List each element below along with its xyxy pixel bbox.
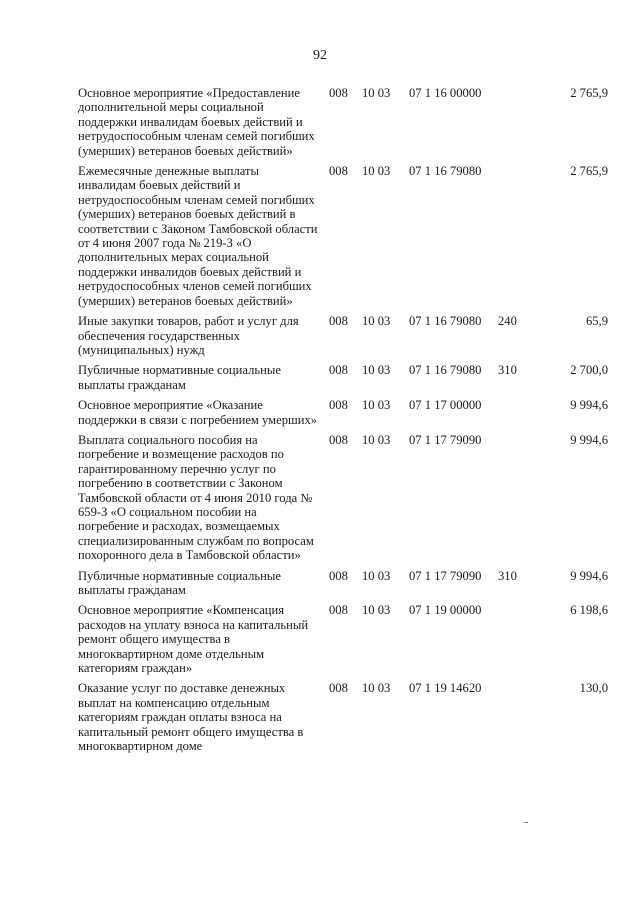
budget-table xyxy=(78,86,608,759)
row-amount: 65,9 xyxy=(585,314,608,329)
table-row xyxy=(78,363,608,392)
row-ministry-code: 008 xyxy=(329,568,348,583)
table-row xyxy=(78,603,608,675)
row-amount: 2 765,9 xyxy=(570,86,608,100)
table-row xyxy=(78,164,608,308)
row-ministry-code: 008 xyxy=(329,603,348,618)
row-ministry-code: 008 xyxy=(329,86,348,100)
table-row xyxy=(78,314,608,357)
table-row xyxy=(78,681,608,753)
row-amount: 2 765,9 xyxy=(570,164,608,179)
row-amount: 2 700,0 xyxy=(570,363,608,378)
row-amount: 6 198,6 xyxy=(570,603,608,618)
row-section-code: 10 03 xyxy=(362,398,391,413)
row-ministry-code: 008 xyxy=(329,314,348,329)
row-name: Выплата социального пособия на погребение и возмещение расходов по гарантированному перечню услуг по погребению в соответствии с Законом Тамбовской области от 4 июня 2010 года № 659-З «О социальном пособии на погребение и расходах, возмещаемых специализированным службам по вопросам похоронного дела в Тамбовской области» xyxy=(78,432,314,563)
row-section-code: 10 03 xyxy=(362,681,391,696)
row-name: Основное мероприятие «Компенсация расходов на уплату взноса на капитальный ремонт общего имущества в многоквартирном доме отдельным категориям граждан» xyxy=(78,603,309,676)
row-section-code: 10 03 xyxy=(362,432,391,447)
row-ministry-code: 008 xyxy=(329,681,348,696)
table-row xyxy=(78,398,608,427)
row-ministry-code: 008 xyxy=(329,363,348,378)
page-number: 92 xyxy=(313,48,327,63)
row-name: Основное мероприятие «Предоставление дополнительной меры социальной поддержки инвалидам боевых действий и нетрудоспособным членам семей погибших (умерших) ветеранов боевых действий» xyxy=(78,86,315,158)
table-row xyxy=(78,569,608,598)
row-target-code: 07 1 19 00000 xyxy=(409,603,482,618)
row-section-code: 10 03 xyxy=(362,314,391,329)
row-amount: 9 994,6 xyxy=(570,398,608,413)
row-name: Оказание услуг по доставке денежных выплат на компенсацию отдельным категориям граждан оплаты взноса на капитальный ремонт общего имущества в многоквартирном доме xyxy=(78,681,304,754)
row-target-code: 07 1 17 00000 xyxy=(409,398,482,413)
scan-speck xyxy=(524,822,528,823)
row-name: Публичные нормативные социальные выплаты гражданам xyxy=(78,363,281,392)
row-name: Ежемесячные денежные выплаты инвалидам боевых действий и нетрудоспособным членам семей погибших (умерших) ветеранов боевых действий в соответствии с Законом Тамбовской области от 4 июня 2007 года № 219-З «О дополнительных мерах социальной поддержки инвалидов боевых действий и нетрудоспособных членов семей погибших (умерших) ветеранов боевых действий» xyxy=(78,164,318,308)
row-amount: 9 994,6 xyxy=(570,568,608,583)
row-ministry-code: 008 xyxy=(329,398,348,413)
row-section-code: 10 03 xyxy=(362,603,391,618)
row-section-code: 10 03 xyxy=(362,86,391,100)
row-expense-type: 240 xyxy=(498,314,517,329)
row-ministry-code: 008 xyxy=(329,432,348,447)
row-name: Основное мероприятие «Оказание поддержки в связи с погребением умерших» xyxy=(78,398,318,427)
row-target-code: 07 1 16 00000 xyxy=(409,86,482,100)
row-target-code: 07 1 16 79080 xyxy=(409,164,482,179)
row-target-code: 07 1 16 79080 xyxy=(409,314,482,329)
row-section-code: 10 03 xyxy=(362,568,391,583)
row-target-code: 07 1 17 79090 xyxy=(409,432,482,447)
row-amount: 130,0 xyxy=(579,681,608,696)
row-name: Иные закупки товаров, работ и услуг для обеспечения государственных (муниципальных) нужд xyxy=(78,314,299,357)
row-target-code: 07 1 16 79080 xyxy=(409,363,482,378)
table-row xyxy=(78,433,608,563)
row-target-code: 07 1 17 79090 xyxy=(409,568,482,583)
row-section-code: 10 03 xyxy=(362,363,391,378)
row-amount: 9 994,6 xyxy=(570,432,608,447)
row-target-code: 07 1 19 14620 xyxy=(409,681,482,696)
table-row xyxy=(78,86,608,158)
row-ministry-code: 008 xyxy=(329,164,348,179)
row-expense-type: 310 xyxy=(498,568,517,583)
row-name: Публичные нормативные социальные выплаты гражданам xyxy=(78,568,281,597)
row-section-code: 10 03 xyxy=(362,164,391,179)
row-expense-type: 310 xyxy=(498,363,517,378)
